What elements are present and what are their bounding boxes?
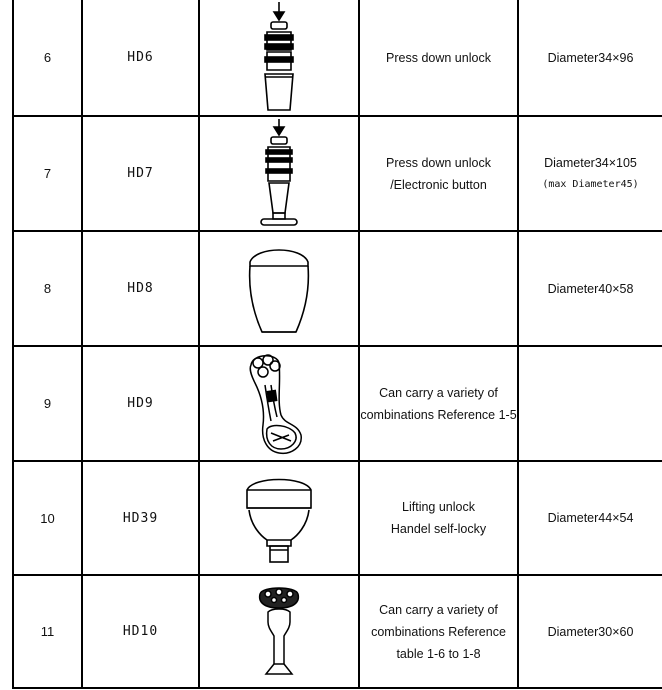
handle-hd39-icon (239, 470, 319, 566)
dimension-cell (518, 0, 662, 116)
description-line: Press down unlock (386, 155, 491, 170)
description-line: Lifting unlock (402, 500, 475, 514)
product-image-cell (199, 346, 359, 461)
dimension-line: Diameter34×105 (544, 155, 637, 170)
table-row (13, 575, 662, 688)
model-code: HD10 (82, 575, 199, 688)
table-row (13, 231, 662, 346)
description-cell (359, 346, 518, 461)
description-cell (359, 461, 518, 575)
dimension-cell (518, 231, 662, 346)
description-line: /Electronic button (390, 177, 487, 192)
row-number: 7 (13, 116, 82, 231)
product-table (12, 0, 662, 689)
description-line: Can carry a variety of (379, 385, 498, 400)
model-code: HD39 (82, 461, 199, 575)
product-image-cell (199, 116, 359, 231)
model-code: HD8 (82, 231, 199, 346)
dimension-cell (518, 116, 662, 231)
model-code: HD6 (82, 0, 199, 116)
description-line: combinations Reference (371, 624, 506, 639)
description-line: combinations Reference 1-5 (360, 407, 517, 422)
table-row (13, 0, 662, 116)
model-code: HD9 (82, 346, 199, 461)
dimension-line: Diameter40×58 (547, 281, 634, 296)
row-number: 8 (13, 231, 82, 346)
handle-hd8-icon (244, 242, 314, 336)
dimension-cell (518, 346, 662, 461)
handle-hd10-icon (254, 584, 304, 680)
handle-hd9-icon (241, 351, 317, 457)
dimension-line: Diameter44×54 (547, 511, 634, 525)
row-number: 10 (13, 461, 82, 575)
product-image-cell (199, 575, 359, 688)
table-row (13, 346, 662, 461)
handle-hd6-icon (249, 2, 309, 114)
product-image-cell (199, 0, 359, 116)
row-number: 9 (13, 346, 82, 461)
dimension-cell (518, 461, 662, 575)
row-number: 6 (13, 0, 82, 116)
table-row (13, 116, 662, 231)
product-image-cell (199, 461, 359, 575)
model-code: HD7 (82, 116, 199, 231)
dimension-line: (max Diameter45) (542, 178, 639, 190)
description-line: Can carry a variety of (379, 602, 498, 617)
description-cell (359, 116, 518, 231)
description-cell (359, 231, 518, 346)
row-number: 11 (13, 575, 82, 688)
table-row (13, 461, 662, 575)
product-image-cell (199, 231, 359, 346)
dimension-line: Diameter30×60 (547, 624, 634, 639)
handle-hd7-icon (249, 119, 309, 229)
description-cell (359, 0, 518, 116)
dimension-line: Diameter34×96 (547, 50, 634, 65)
dimension-cell (518, 575, 662, 688)
description-line: Handel self-locky (390, 522, 487, 536)
description-line: table 1-6 to 1-8 (396, 646, 481, 661)
description-cell (359, 575, 518, 688)
description-line: Press down unlock (386, 50, 491, 65)
